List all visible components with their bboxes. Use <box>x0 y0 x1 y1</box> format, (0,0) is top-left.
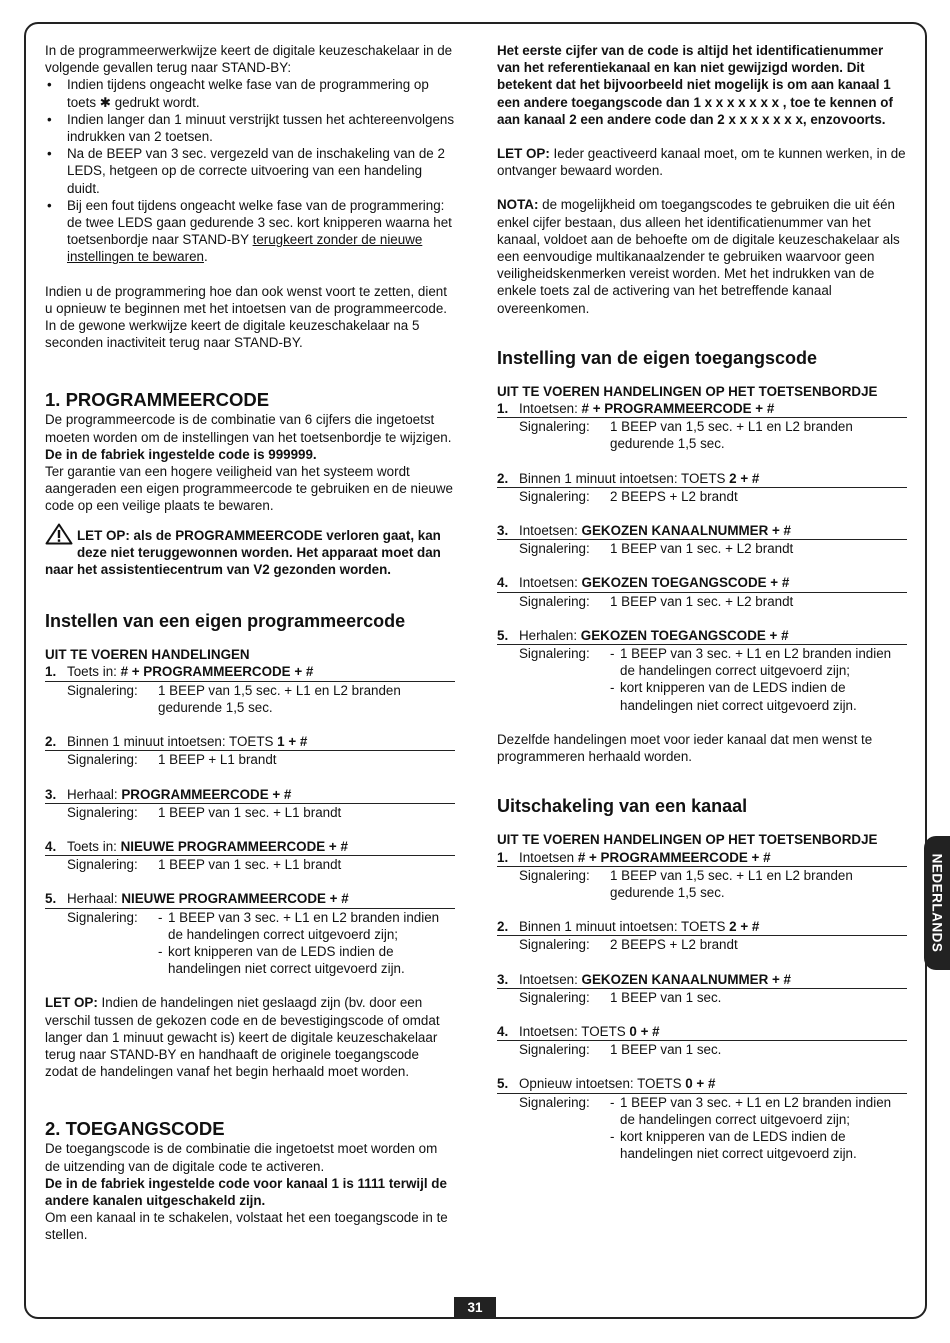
let-op-text: Ieder geactiveerd kanaal moet, om te kunnen werken, in de ontvanger bewaard worden. <box>497 146 906 179</box>
step <box>497 400 907 453</box>
step-code: 2 + # <box>729 919 760 935</box>
step <box>45 890 455 977</box>
signal-value: 1 BEEP van 1 sec. <box>610 1042 722 1058</box>
step-text: Intoetsen <box>519 849 578 865</box>
note-paragraph <box>45 994 455 1080</box>
dash-marker: - <box>610 680 615 696</box>
dash-marker: - <box>158 909 163 925</box>
step <box>497 470 907 505</box>
step-number: 1. <box>497 401 509 417</box>
step-text: Intoetsen: TOETS <box>519 1023 630 1039</box>
step-number: 5. <box>497 627 509 643</box>
dash-marker: - <box>610 646 615 662</box>
step-text: Herhaal: <box>67 891 122 907</box>
factory-code-note: De in de fabriek ingestelde code is 999999. <box>45 446 317 462</box>
body-paragraph: Ter garantie van een hogere veiligheid van het systeem wordt aangeraden een eigen programmeercode te gebruiken en de nieuwe code op een veilige plaats te bewaren. <box>45 464 453 514</box>
signal-value: 1 BEEP van 1 sec. + L2 brandt <box>610 593 794 609</box>
step-text: Binnen 1 minuut intoetsen: TOETS <box>519 919 730 935</box>
signal-label: Signalering: <box>519 867 590 883</box>
signal-label: Signalering: <box>519 1042 590 1058</box>
step-code: 2 + # <box>729 470 760 486</box>
note-text: Indien de handelingen niet geslaagd zijn (bv. door een verschil tussen de gekozen code en de bevestigingscode of omdat langer dan 1 minuut gewacht is) keert de digitale keuzeschakelaar terug naar STAND-BY en handhaaft de originele toegangscode zodat de handelingen vanaf het begin herhaald moet worden. <box>45 995 440 1080</box>
step-number: 4. <box>45 838 57 854</box>
signal-label: Signalering: <box>519 989 590 1005</box>
page-number: 31 <box>454 1297 496 1319</box>
step <box>497 1075 907 1162</box>
step-number: 2. <box>497 470 509 486</box>
step <box>45 733 455 768</box>
body-paragraph: De programmeercode is de combinatie van 6 cijfers die ingetoetst moeten worden om de instellingen van het toetsenbordje te wijzigen. <box>45 412 452 445</box>
signal-label: Signalering: <box>67 857 138 873</box>
signal-value: 2 BEEPS + L2 brandt <box>610 488 738 504</box>
step-text: Toets in: <box>67 838 121 854</box>
step-code: GEKOZEN KANAALNUMMER + # <box>581 523 791 539</box>
subsection-title-uitschakeling: Uitschakeling van een kanaal <box>497 796 748 817</box>
factory-code-note: De in de fabriek ingestelde code voor kanaal 1 is 1111 terwijl de andere kanalen uitgeschakeld zijn. <box>45 1175 447 1208</box>
step <box>497 522 907 557</box>
step-text: Toets in: <box>67 664 121 680</box>
step <box>45 786 455 821</box>
operations-header: UIT TE VOEREN HANDELINGEN OP HET TOETSENBORDJE <box>497 383 878 399</box>
intro-paragraph: Indien u de programmering hoe dan ook wenst voort te zetten, dient u opnieuw te beginnen met het intoetsen van de programmeercode. <box>45 283 447 316</box>
step-text: Intoetsen: <box>519 575 582 591</box>
step-code: GEKOZEN TOEGANGSCODE + # <box>580 627 789 643</box>
signal-label: Signalering: <box>67 909 138 925</box>
step-number: 4. <box>497 575 509 591</box>
language-tab-label: NEDERLANDS <box>929 853 945 953</box>
step <box>497 971 907 1006</box>
step <box>497 574 907 609</box>
signal-value: 1 BEEP van 1 sec. <box>610 989 722 1005</box>
signal-value: kort knipperen van de LEDS indien de handelingen niet correct uitgevoerd zijn. <box>620 1128 857 1162</box>
list-item: • Na de BEEP van 3 sec. vergezeld van de inschakeling van de 2 LEDS, hetgeen op de correcte uitvoering van een handeling duidt. <box>45 145 455 197</box>
step-text: Opnieuw intoetsen: TOETS <box>519 1076 686 1092</box>
step-number: 3. <box>45 786 57 802</box>
body-paragraph: De toegangscode is de combinatie die ingetoetst moet worden om de uitzending van de digitale code te activeren. <box>45 1141 438 1174</box>
step <box>497 849 907 902</box>
step-code: 1 + # <box>277 734 308 750</box>
signal-value: 1 BEEP van 1,5 sec. + L1 en L2 branden gedurende 1,5 sec. <box>610 867 853 900</box>
signal-label: Signalering: <box>67 682 138 698</box>
operations-header: UIT TE VOEREN HANDELINGEN <box>45 647 250 663</box>
step-number: 4. <box>497 1023 509 1039</box>
step-text: Herhalen: <box>519 627 581 643</box>
step-text: Intoetsen: <box>519 971 582 987</box>
step-number: 3. <box>497 971 509 987</box>
warning-text: LET OP: als de PROGRAMMEERCODE verloren gaat, kan deze niet teruggewonnen worden. Het apparaat moet dan naar het assistentiecentrum van V2 gezonden worden. <box>45 527 441 578</box>
step-code: # + PROGRAMMEERCODE + # <box>120 664 314 680</box>
signal-label: Signalering: <box>67 752 138 768</box>
signal-label: Signalering: <box>519 937 590 953</box>
step-number: 3. <box>497 523 509 539</box>
step-number: 2. <box>45 734 57 750</box>
list-item: • Indien langer dan 1 minuut verstrijkt tussen het achtereenvolgens indrukken van 2 toetsen. <box>45 111 455 145</box>
signal-value: 1 BEEP van 1 sec. + L1 brandt <box>158 857 342 873</box>
step-number: 1. <box>45 664 57 680</box>
bullet-text: Bij een fout tijdens ongeacht welke fase van de programmering: de twee LEDS gaan gedurende 3 sec. kort knipperen waarna het toetsenbordje naar STAND-BY <box>67 197 452 248</box>
step <box>45 838 455 873</box>
step-text: Binnen 1 minuut intoetsen: TOETS <box>67 734 278 750</box>
section-title-toegangscode: 2. TOEGANGSCODE <box>45 1118 225 1140</box>
note-label: LET OP: <box>45 995 98 1011</box>
language-tab <box>924 836 950 970</box>
step-text: Intoetsen: <box>519 523 582 539</box>
let-op-label: LET OP: <box>497 146 550 162</box>
step-text: Intoetsen: <box>519 401 582 417</box>
warning-triangle-icon <box>45 523 73 545</box>
bullet-end: . <box>203 249 208 265</box>
step-number: 5. <box>45 891 57 907</box>
step-text: Binnen 1 minuut intoetsen: TOETS <box>519 470 730 486</box>
list-item <box>45 197 455 266</box>
warning-block <box>45 527 455 579</box>
step-number: 5. <box>497 1076 509 1092</box>
signal-value: 1 BEEP van 1 sec. + L1 brandt <box>158 804 342 820</box>
signal-label: Signalering: <box>519 646 590 662</box>
signal-value: kort knipperen van de LEDS indien de handelingen niet correct uitgevoerd zijn. <box>168 943 405 977</box>
section-title-programmeercode: 1. PROGRAMMEERCODE <box>45 389 270 411</box>
intro-paragraph: In de programmeerwerkwijze keert de digitale keuzeschakelaar in de volgende gevallen terug naar STAND-BY: <box>45 43 453 76</box>
step-number: 2. <box>497 919 509 935</box>
signal-label: Signalering: <box>67 804 138 820</box>
code-rule-paragraph: Het eerste cijfer van de code is altijd het identificatienummer van het referentiekanaal en kan niet gewijzigd worden. Dit betekent dat het bijvoorbeeld niet mogelijk is om aan kanaal 1 een andere toegangscode dan 1 x x x x x x x , toe te kennen of aan kanaal 2 een andere code dan 2 x x x x x x x, enzovoorts. <box>497 43 893 127</box>
signal-label: Signalering: <box>519 419 590 435</box>
signal-value: 1 BEEP van 3 sec. + L1 en L2 branden indien de handelingen correct uitgevoerd zijn; <box>620 1094 892 1127</box>
signal-value: 1 BEEP van 1,5 sec. + L1 en L2 branden gedurende 1,5 sec. <box>158 682 401 715</box>
nota-label: NOTA: <box>497 197 539 213</box>
right-column <box>497 42 907 1162</box>
signal-value: 2 BEEPS + L2 brandt <box>610 937 738 953</box>
signal-value: kort knipperen van de LEDS indien de handelingen niet correct uitgevoerd zijn. <box>620 680 857 713</box>
list-item: • Indien tijdens ongeacht welke fase van de programmering op toets ✱ gedrukt wordt. <box>45 76 455 110</box>
signal-label: Signalering: <box>519 541 590 557</box>
step-code: PROGRAMMEERCODE + # <box>121 786 292 802</box>
step-number: 1. <box>497 849 509 865</box>
step-code: 0 + # <box>629 1023 660 1039</box>
dash-marker: - <box>610 1094 615 1110</box>
let-op-paragraph <box>497 145 907 179</box>
dash-marker: - <box>158 943 163 959</box>
step-code: 0 + # <box>685 1076 716 1092</box>
subsection-title-eigen-programmeercode: Instellen van een eigen programmeercode <box>45 611 406 632</box>
body-paragraph: Dezelfde handelingen moet voor ieder kanaal dat men wenst te programmeren herhaald worden. <box>497 731 873 765</box>
step <box>497 918 907 953</box>
signal-value: 1 BEEP van 1 sec. + L2 brandt <box>610 541 794 557</box>
intro-bullet-list <box>45 76 455 265</box>
step-code: NIEUWE PROGRAMMEERCODE + # <box>121 891 349 907</box>
dash-marker: - <box>610 1128 615 1144</box>
signal-label: Signalering: <box>519 1094 590 1110</box>
operations-header: UIT TE VOEREN HANDELINGEN OP HET TOETSENBORDJE <box>497 832 878 848</box>
step-code: GEKOZEN KANAALNUMMER + # <box>581 971 791 987</box>
body-paragraph: Om een kanaal in te schakelen, volstaat het een toegangscode in te stellen. <box>45 1210 448 1243</box>
left-column <box>45 42 455 1244</box>
step <box>497 1023 907 1058</box>
nota-paragraph <box>497 196 907 316</box>
step-text: Herhaal: <box>67 786 122 802</box>
step-code: NIEUWE PROGRAMMEERCODE + # <box>120 838 348 854</box>
nota-text: de mogelijkheid om toegangscodes te gebruiken die uit één enkel cijfer bestaan, dus alleen het identificatienummer van het kanaal, voldoet aan de behoefte om de digitale keuzeschakelaar als een eenvoudige multikanaalzender te gebruiken waarvoor geen veiligheidskenmerken vereist worden. Met het indrukken van de enkele toets zal de activering van het betreffende kanaal overeenkomen. <box>497 197 900 316</box>
step <box>497 627 907 714</box>
signal-label: Signalering: <box>519 488 590 504</box>
step-code: # + PROGRAMMEERCODE + # <box>577 849 771 865</box>
signal-value: 1 BEEP van 3 sec. + L1 en L2 branden indien de handelingen correct uitgevoerd zijn; <box>168 909 440 942</box>
signal-label: Signalering: <box>519 593 590 609</box>
signal-value: 1 BEEP + L1 brandt <box>158 752 277 768</box>
intro-paragraph: In de gewone werkwijze keert de digitale keuzeschakelaar na 5 seconden inactiviteit terug naar STAND-BY. <box>45 318 420 351</box>
step-code: # + PROGRAMMEERCODE + # <box>581 401 775 417</box>
signal-value: 1 BEEP van 3 sec. + L1 en L2 branden indien de handelingen correct uitgevoerd zijn; <box>620 646 892 679</box>
underlined-text: terugkeert zonder de nieuwe instellingen te bewaren <box>67 232 423 265</box>
signal-value: 1 BEEP van 1,5 sec. + L1 en L2 branden gedurende 1,5 sec. <box>610 419 853 452</box>
subsection-title-eigen-toegangscode: Instelling van de eigen toegangscode <box>497 347 818 368</box>
step <box>45 663 455 716</box>
step-code: GEKOZEN TOEGANGSCODE + # <box>581 575 790 591</box>
